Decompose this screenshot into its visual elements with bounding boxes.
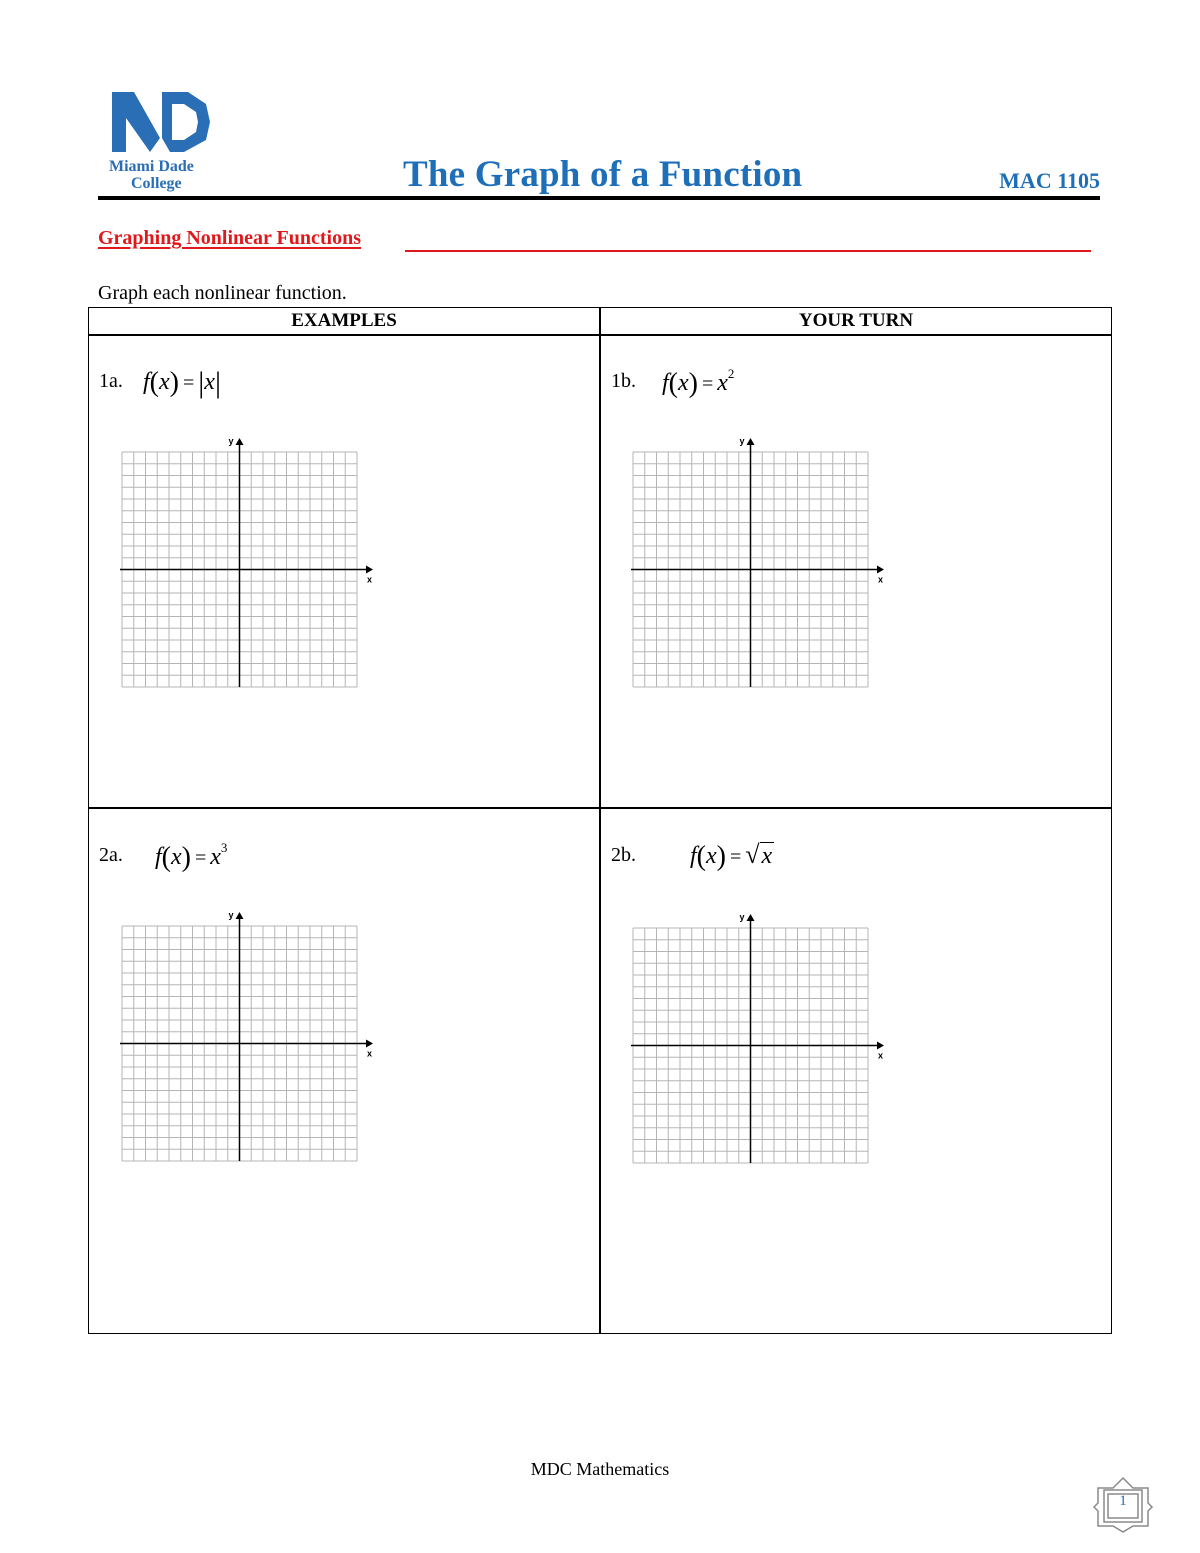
instruction-text: Graph each nonlinear function. [98, 282, 347, 304]
x-axis-label: x [878, 1050, 884, 1061]
problem-label-2b [611, 844, 636, 867]
x-axis-label: x [878, 574, 884, 585]
table-header-divider [89, 334, 1111, 336]
problem-label-1b [611, 370, 636, 393]
y-axis-label: y [228, 436, 234, 446]
document-title: The Graph of a Function [403, 154, 803, 195]
table-column-divider [599, 308, 601, 1333]
function-variable: x [678, 370, 689, 396]
y-axis-label: y [739, 436, 745, 446]
problem-number: 2a. [99, 844, 123, 866]
table-row-divider [89, 807, 1111, 809]
section-underline [405, 250, 1091, 252]
formula-exponent: 3 [220, 840, 228, 855]
x-axis-arrow-icon [877, 1042, 884, 1050]
college-logo-mark-icon [106, 90, 216, 160]
logo-text-line1: Miami Dade [109, 158, 194, 175]
column-header-examples: EXAMPLES [291, 310, 397, 331]
function-name: f [143, 369, 150, 395]
problem-number: 1a. [99, 370, 123, 392]
column-header-your-turn: YOUR TURN [798, 310, 914, 331]
problem-label-2a [99, 844, 123, 867]
footer-text: MDC Mathematics [530, 1459, 670, 1479]
header-divider [98, 196, 1100, 200]
x-axis-arrow-icon [366, 566, 373, 574]
formula-1b: $f(x) = x^2$ [662, 366, 735, 399]
y-axis-label: y [228, 910, 234, 920]
formula-rhs: x [210, 844, 221, 870]
problem-label-1a [99, 370, 123, 393]
formula-rhs: x [761, 843, 773, 869]
function-name: f [690, 843, 697, 869]
formula-2a: $f(x) = x^3$ [155, 840, 228, 873]
square-root-icon: √ [745, 840, 760, 869]
y-axis-arrow-icon [236, 912, 244, 919]
coordinate-grid-1b [623, 426, 896, 697]
x-axis-arrow-icon [366, 1040, 373, 1048]
function-variable: x [159, 369, 170, 395]
y-axis-label: y [739, 912, 745, 922]
course-code: MAC 1105 [999, 168, 1100, 193]
x-axis-label: x [367, 574, 373, 585]
formula-1a: f(x) = |x| [143, 366, 221, 399]
coordinate-grid-2a [112, 900, 385, 1171]
y-axis-arrow-icon [747, 914, 755, 921]
x-axis-arrow-icon [877, 566, 884, 574]
function-variable: x [706, 843, 717, 869]
function-name: f [662, 370, 669, 396]
formula-rhs: x [204, 369, 215, 395]
formula-exponent: 2 [727, 366, 735, 381]
y-axis-arrow-icon [236, 438, 244, 445]
function-variable: x [171, 844, 182, 870]
coordinate-grid-2b [623, 902, 896, 1173]
y-axis-arrow-icon [747, 438, 755, 445]
function-name: f [155, 844, 162, 870]
coordinate-grid-1a [112, 426, 385, 697]
problem-number: 1b. [611, 370, 636, 392]
section-title: Graphing Nonlinear Functions [98, 227, 362, 249]
page-number: 1 [1119, 1493, 1127, 1509]
formula-2b: f(x) = √x [690, 840, 773, 872]
college-logo-text [109, 158, 219, 192]
formula-rhs: x [717, 370, 728, 396]
problem-number: 2b. [611, 844, 636, 866]
logo-text-line2: College [131, 175, 182, 192]
x-axis-label: x [367, 1048, 373, 1059]
